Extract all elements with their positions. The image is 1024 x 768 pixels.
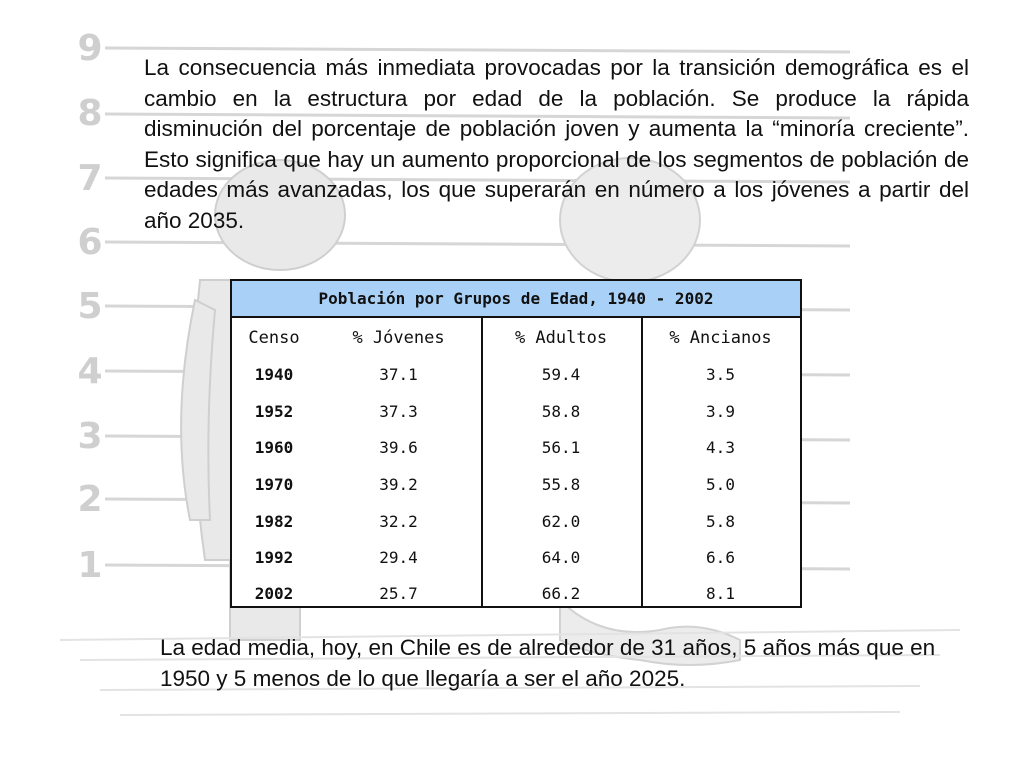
table-header-row xyxy=(232,320,800,356)
cell-ancianos: 3.5 xyxy=(706,364,735,384)
table-row xyxy=(232,429,800,465)
cell-adultos: 64.0 xyxy=(541,547,581,567)
cell-ancianos: 6.6 xyxy=(706,547,735,567)
scale-number-6: 6 xyxy=(77,222,103,263)
cell-adultos: 59.4 xyxy=(541,364,581,384)
cell-adultos: 62.0 xyxy=(541,511,581,531)
cell-censo: 2002 xyxy=(254,583,294,603)
cell-censo: 1940 xyxy=(254,364,294,384)
cell-ancianos: 3.9 xyxy=(706,401,735,421)
header-censo: Censo xyxy=(248,328,300,348)
table-row xyxy=(232,393,800,429)
cell-censo: 1992 xyxy=(254,547,294,567)
scale-number-1: 1 xyxy=(77,545,103,586)
cell-jovenes: 39.6 xyxy=(379,437,418,457)
cell-ancianos: 4.3 xyxy=(706,437,735,457)
cell-jovenes: 37.3 xyxy=(379,401,418,421)
scale-number-8: 8 xyxy=(77,93,103,134)
header-jovenes: % Jóvenes xyxy=(352,328,445,348)
header-ancianos: % Ancianos xyxy=(669,328,772,348)
table-row xyxy=(232,503,800,539)
table-row xyxy=(232,539,800,575)
scale-number-9: 9 xyxy=(77,28,103,69)
cell-jovenes: 32.2 xyxy=(379,511,418,531)
intro-paragraph: La consecuencia más inmediata provocadas por la transición demográfica es el cambio en la estructura por edad de la población. Se produce la rápida disminución del porcentaje de población joven y aumenta la “minoría creciente”. Esto significa que hay un aumento proporcional de los segmentos de población de edades más avanzadas, los que superarán en número a los jóvenes a partir del año 2035. xyxy=(144,55,969,233)
cell-censo: 1982 xyxy=(254,511,294,531)
scale-number-3: 3 xyxy=(77,416,103,457)
cell-jovenes: 29.4 xyxy=(379,547,418,567)
cell-jovenes: 37.1 xyxy=(379,364,418,384)
cell-censo: 1970 xyxy=(254,474,294,494)
table-body xyxy=(232,318,800,608)
population-table xyxy=(230,279,802,608)
cell-ancianos: 5.8 xyxy=(706,511,735,531)
scale-number-5: 5 xyxy=(77,286,103,327)
cell-adultos: 56.1 xyxy=(541,437,581,457)
cell-jovenes: 39.2 xyxy=(379,474,418,494)
cell-adultos: 58.8 xyxy=(541,401,581,421)
scale-number-2: 2 xyxy=(77,479,103,520)
cell-adultos: 55.8 xyxy=(541,474,581,494)
table-title: Población por Grupos de Edad, 1940 - 2002 xyxy=(232,281,800,318)
table-row xyxy=(232,356,800,392)
closing-paragraph: La edad media, hoy, en Chile es de alrededor de 31 años, 5 años más que en 1950 y 5 menos de lo que llegaría a ser el año 2025. xyxy=(160,635,936,691)
header-adultos: % Adultos xyxy=(514,328,608,348)
table-row xyxy=(232,575,800,611)
cell-censo: 1960 xyxy=(254,437,294,457)
scale-number-7: 7 xyxy=(77,158,103,199)
cell-censo: 1952 xyxy=(254,401,294,421)
cell-jovenes: 25.7 xyxy=(379,583,418,603)
cell-adultos: 66.2 xyxy=(541,583,581,603)
scale-number-4: 4 xyxy=(77,351,103,392)
cell-ancianos: 5.0 xyxy=(706,474,735,494)
cell-ancianos: 8.1 xyxy=(706,583,735,603)
table-row xyxy=(232,466,800,502)
